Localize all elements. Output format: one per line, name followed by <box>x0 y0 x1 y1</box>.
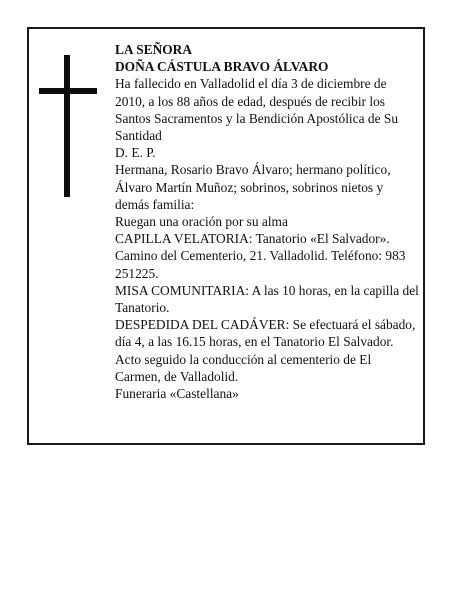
rip-line: D. E. P. <box>115 145 156 161</box>
cross-vertical-bar <box>64 55 70 197</box>
announcement: Ha fallecido en Valladolid el día 3 de diciembre de 2010, a los 88 años de edad, después de recibir los Santos Sacramentos y la Bendición Apostólica de Su Santidad <box>115 76 399 144</box>
obituary-text <box>115 41 419 402</box>
family-list: Hermana, Rosario Bravo Álvaro; hermano político, Álvaro Martín Muñoz; sobrinos, sobrinos nietos y demás familia: <box>115 162 391 212</box>
heading: LA SEÑORA <box>115 42 193 57</box>
cross-icon <box>39 55 97 197</box>
cross-horizontal-bar <box>39 88 97 94</box>
obituary-notice <box>27 27 425 445</box>
chapel-info: CAPILLA VELATORIA: Tanatorio «El Salvador». Camino del Cementerio, 21. Valladolid. Teléfono: 983 251225. <box>115 231 406 281</box>
farewell-info: DESPEDIDA DEL CADÁVER: Se efectuará el sábado, día 4, a las 16.15 horas, en el Tanatorio El Salvador. Acto seguido la conducción al cementerio de El Carmen, de Valladolid. <box>115 317 416 384</box>
funeral-home: Funeraria «Castellana» <box>115 386 239 402</box>
deceased-name: DOÑA CÁSTULA BRAVO ÁLVARO <box>115 59 329 75</box>
prayer-request: Ruegan una oración por su alma <box>115 214 288 230</box>
mass-info: MISA COMUNITARIA: A las 10 horas, en la capilla del Tanatorio. <box>115 282 419 316</box>
